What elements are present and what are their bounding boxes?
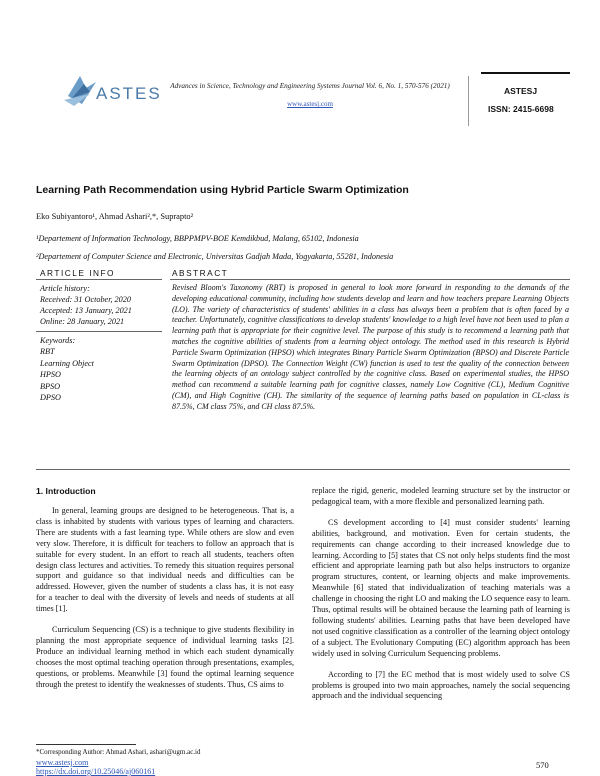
history-label: Article history: [40, 284, 90, 293]
keywords-list [40, 346, 160, 404]
authors: Eko Subiyantoro¹, Ahmad Ashari²,*, Suprapto² [36, 212, 194, 221]
paragraph: In general, learning groups are designed to be heterogeneous. That is, a class is inhabited by students with various types of learning and characters. There are students with a fast learning type. While others are slow and even very slow. Therefore, it is difficult for teachers to follow an approach that is suitable for every student. In an effort to reach all students, teachers often design class lectures and activities. To remedy this situation requires personal support and guidance so that individual needs and difficulties can be addressed. However, given the number of students a class has, it is not easy for a teacher to deal with the diversity of levels and needs of students at all times [1]. [36, 506, 294, 614]
abstract-bottom-rule [36, 469, 570, 470]
paragraph: CS development according to [4] must consider students' learning abilities, background, and motivation. Even for certain students, the requirements can change according to their increased knowledge due to learning. According to [5] states that CS not only helps students find the most efficient and appropriate learning path but also helps instructors to organize program structures, content, or learning objects and make improvements. Meanwhile [6] stated that individualization of teaching materials was a challenge in choosing the right LO and making the LO sequence easy to learn. Thus, optimal results will be obtained because the learning path of learning is following students' abilities. Learning paths that have been developed have not used cognitive classification as a controller of the learning object ontology of a subject. The Evolutionary Computing (EC) algorithm approach has been widely used in solving Curriculum Sequencing problems. [312, 517, 570, 658]
logo-text: ASTES [96, 84, 162, 103]
journal-citation: Advances in Science, Technology and Engineering Systems Journal Vol. 6, No. 1, 570-576 (2021) [170, 82, 450, 90]
corresponding-author-note: *Corresponding Author: Ahmad Ashari, ashari@ugm.ac.id [36, 748, 201, 756]
paragraph: Curriculum Sequencing (CS) is a technique to give students flexibility in planning the most appropriate sequence of individual learning tasks [2]. Produce an individual learning method in which each student dynamically chooses the most optimal teaching operation through presentations, examples, questions, or problems. Meanwhile [3] found the optimal learning sequence through the pretest to identify the weaknesses of students. Thus, CS aims to [36, 625, 294, 689]
paragraph: replace the rigid, generic, modeled learning structure set by the instructor or pedagogical team, with a more flexible and personalized learning path. [312, 486, 570, 506]
keyword: RBT [40, 347, 55, 356]
footnote-rule [36, 744, 136, 745]
abstract-heading: ABSTRACT [172, 268, 229, 278]
online-date: Online: 28 January, 2021 [40, 317, 125, 326]
body-right-column [312, 486, 570, 702]
paper-title: Learning Path Recommendation using Hybrid Particle Swarm Optimization [36, 184, 409, 196]
journal-url-link[interactable]: www.astesj.com [287, 100, 333, 108]
doi-link[interactable]: https://dx.doi.org/10.25046/aj060161 [36, 767, 156, 776]
keyword: Learning Object [40, 358, 94, 368]
page-number: 570 [536, 760, 549, 770]
received-date: Received: 31 October, 2020 [40, 295, 131, 304]
journal-id-box [468, 76, 570, 126]
abstract-text: Revised Bloom's Taxonomy (RBT) is proposed in general to look more forward in responding to the demands of the developing educational community, including how students develop and learn and how teachers prepare Learning Objects (LO). The variety of characteristics of students' abilities in a class has always been a problem that is often faced by a teacher. Unfortunately, cognitive classifications to develop students' knowledge to a high level have not been used to plan a learning path that is appropriate for their cognitive level. The purpose of this study is to recommend a learning path that matches the cognitive abilities of students from a learning object ontology. The method used in this research is Hybrid Particle Swarm Optimization (HPSO) which integrates Binary Particle Swarm Optimization (BPSO) and Discrete Particle Swarm Optimization (DPSO). The Connection Weight (CW) function is used to test the quality of the connection between the learning objects of an ontology subject controlled by the cognitive class. Based on experimental studies, the HPSO method can recommend a suitable learning path for cognitive classes, namely Low Cognitive (CL), Medium Cognitive (CM), and High Cognitive (CH). The similarity of the sequence of learning paths based on population in CL-class is 87.5%, CM class 75%, and CH class 87.5%. [172, 283, 569, 411]
article-info-heading: ARTICLE INFO [40, 268, 116, 278]
article-history [40, 283, 160, 327]
footer-site-link[interactable]: www.astesj.com [36, 758, 89, 767]
paragraph: According to [7] the EC method that is most widely used to solve CS problems is grouped into two main approaches, namely the social sequencing approach and the individual sequencing [312, 669, 570, 701]
keyword: DPSO [40, 393, 61, 402]
accepted-date: Accepted: 13 January, 2021 [40, 306, 132, 315]
issn: ISSN: 2415-6698 [488, 104, 554, 114]
abstract-rule [170, 279, 570, 280]
affiliation-1: ¹Departement of Information Technology, BBPPMPV-BOE Kemdikbud, Malang, 65102, Indonesia [36, 234, 359, 243]
keyword: HPSO [40, 370, 61, 379]
section-heading-introduction: 1. Introduction [36, 486, 96, 496]
article-info-rule [36, 279, 162, 280]
keywords-rule [36, 331, 162, 332]
keywords-label: Keywords: [40, 336, 76, 345]
affiliation-2: ²Departement of Computer Science and Electronic, Universitas Gadjah Mada, Yogyakarta, 55281, Indonesia [36, 252, 394, 261]
keyword: BPSO [40, 381, 61, 391]
body-left-column [36, 506, 294, 691]
journal-brand: ASTESJ [504, 86, 538, 96]
